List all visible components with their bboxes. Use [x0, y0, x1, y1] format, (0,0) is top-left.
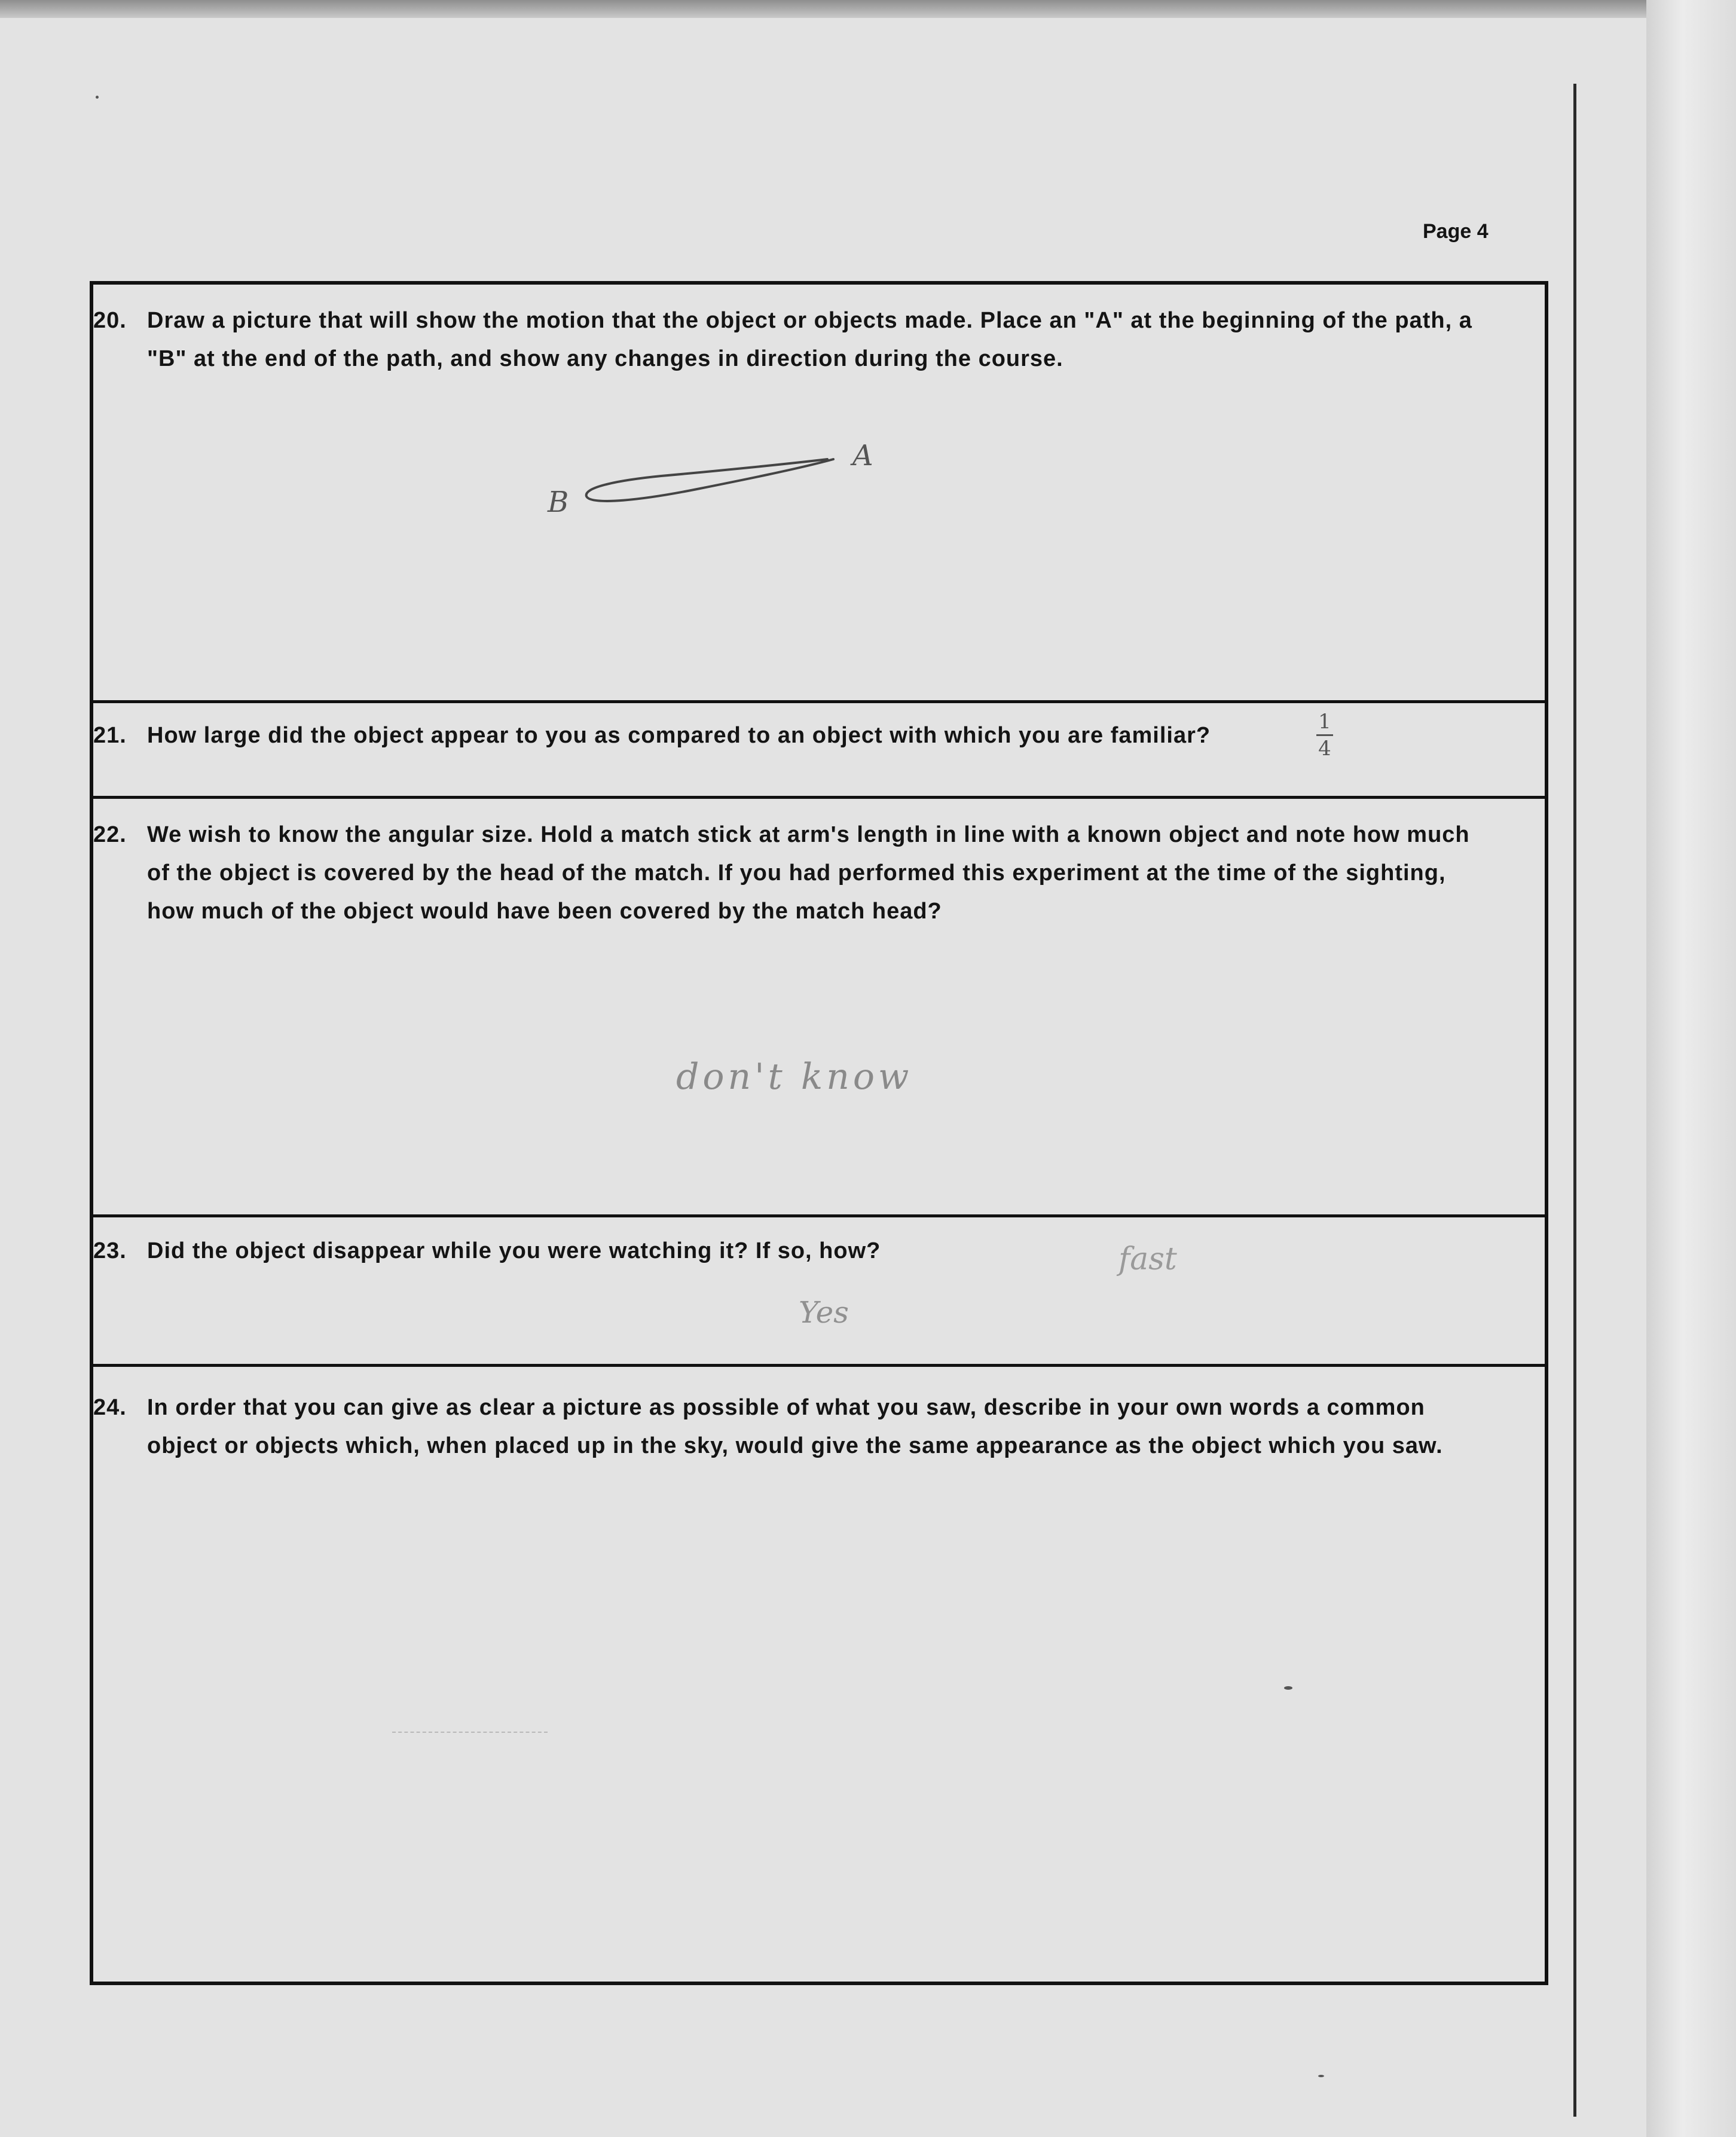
question-22-number: 22.	[93, 822, 127, 847]
question-23-handwritten-answer-1: Yes	[799, 1295, 849, 1330]
motion-path-line	[586, 459, 833, 501]
question-23-handwritten-answer-2: fast	[1118, 1241, 1177, 1277]
question-20-prompt: Draw a picture that will show the motion that the object or objects made. Place an "A" at the beginning of the path, a "B" at the end of the path, and show any changes in direction during the course.	[147, 308, 1472, 371]
scan-speck	[1284, 1686, 1292, 1690]
size-fraction-answer	[1313, 710, 1337, 760]
path-label-a: A	[852, 439, 873, 472]
question-20-text	[93, 301, 1474, 378]
question-21-prompt: How large did the object appear to you as compared to an object with which you are familiar?	[147, 723, 1211, 748]
page-number: Page 4	[1423, 220, 1489, 243]
question-21-text	[93, 716, 1474, 755]
question-23-text	[93, 1232, 1474, 1270]
question-24-section	[93, 1367, 1545, 1983]
motion-path-sketch	[464, 422, 918, 542]
question-24-text	[93, 1388, 1474, 1465]
question-24-number: 24.	[93, 1395, 127, 1420]
question-23-section	[93, 1217, 1545, 1367]
scan-speck	[96, 96, 99, 99]
question-21-section	[93, 703, 1545, 799]
question-22-text	[93, 816, 1474, 930]
question-23-prompt: Did the object disappear while you were watching it? If so, how?	[147, 1238, 881, 1263]
question-21-number: 21.	[93, 723, 127, 748]
question-22-section	[93, 799, 1545, 1217]
page-edge-line	[1573, 84, 1576, 2117]
fraction-numerator: 1	[1318, 710, 1331, 734]
question-22-prompt: We wish to know the angular size. Hold a match stick at arm's length in line with a known object and note how much of the object is covered by the head of the match. If you had performed this experiment at the time of the sighting, how much of the object would have been covered by the match head?	[147, 822, 1470, 924]
path-label-b: B	[548, 486, 569, 519]
question-22-handwritten-answer: don't know	[676, 1056, 913, 1098]
question-20-number: 20.	[93, 308, 127, 333]
question-20-section	[93, 285, 1545, 703]
question-24-prompt: In order that you can give as clear a picture as possible of what you saw, describe in your own words a common object or objects which, when placed up in the sky, would give the same appearance as the object which you saw.	[147, 1395, 1443, 1458]
question-23-number: 23.	[93, 1238, 127, 1263]
scan-speck	[1318, 2075, 1324, 2077]
scan-right-margin	[1646, 0, 1736, 2137]
fraction-denominator: 4	[1318, 737, 1331, 761]
questionnaire-form	[90, 281, 1548, 1985]
fraction-bar	[1316, 734, 1333, 736]
faint-scan-line	[392, 1732, 548, 1733]
scan-top-shadow	[0, 0, 1736, 18]
